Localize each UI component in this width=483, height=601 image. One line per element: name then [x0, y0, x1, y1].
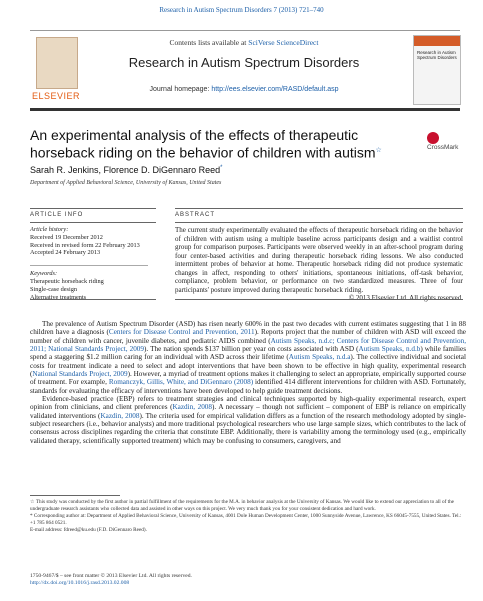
body-paragraph: [30, 395, 466, 445]
crossmark-label: CrossMark: [427, 144, 459, 151]
abstract-bottom-rule: [175, 299, 463, 300]
running-head[interactable]: Research in Autism Spectrum Disorders 7 (2013) 721–740: [159, 6, 324, 14]
body-paragraph: [30, 320, 466, 395]
elsevier-logo: [30, 31, 82, 108]
keyword: Single-case design: [30, 285, 78, 293]
author-names: Sarah R. Jenkins, Florence D. DiGennaro Reed: [30, 165, 221, 175]
citation-link[interactable]: Autism Speaks, n.d.b: [358, 345, 421, 354]
journal-masthead: [30, 30, 460, 111]
footnote-rule: [30, 495, 120, 496]
citation-link[interactable]: Kazdin, 2008: [172, 403, 212, 412]
article-info-rule: [30, 208, 156, 209]
cover-title: Research in Autism Spectrum Disorders: [417, 50, 457, 60]
journal-title: Research in Autism Spectrum Disorders: [128, 55, 360, 70]
journal-homepage: [85, 86, 403, 93]
footnotes: [30, 499, 466, 535]
page-footer: [30, 573, 466, 587]
citation-link[interactable]: National Standards Project, 2009: [32, 370, 128, 379]
abstract-rule: [175, 208, 463, 209]
info-divider: [30, 265, 148, 267]
body-text: ). However, a myriad of treatment options makes it challenging to select an appropriate, empirically supported course of treatment. For example,: [30, 370, 466, 387]
elsevier-tree-icon: [36, 37, 78, 89]
contents-line: [85, 38, 403, 47]
info-bottom-rule: [30, 299, 156, 300]
abstract-heading: ABSTRACT: [175, 212, 216, 218]
body-text: ) while families spend a staggering $1.2 million caring for an individual with ASD across their lifetime (: [30, 345, 466, 362]
crossmark-badge[interactable]: [427, 132, 467, 152]
body-text: ). Reports project that the number of children with ASD will exceed the number of children with cancer, juvenile diabetes, and pediatric AIDS combined (: [30, 328, 466, 345]
contents-prefix: Contents lists available at: [169, 38, 247, 47]
footnote-email: E-mail address: fdreed@ku.edu (F.D. DiGennaro Reed).: [30, 527, 147, 534]
citation-link[interactable]: Autism Speaks, n.d.c; Centers for Disease Control and Prevention, 2011; National Standards Project, 2009: [30, 336, 467, 354]
issn-line: 1750-9467/$ – see front matter © 2013 Elsevier Ltd. All rights reserved.: [30, 573, 192, 579]
body-text: identified 414 different interventions for children with ASD. Fortunately, standards for evaluating the efficacy of interventions have been developed to help guide treatment decisions.: [30, 378, 466, 395]
abstract-rule-2: [175, 222, 463, 223]
revised-date: Received in revised form 22 February 2013: [30, 241, 140, 249]
title-footnote-mark[interactable]: ☆: [375, 147, 382, 154]
body-text: ). The nation spends $137 billion per year on costs associated with ASD (: [143, 345, 359, 354]
accepted-date: Accepted 24 February 2013: [30, 249, 101, 257]
elsevier-wordmark: ELSEVIER: [31, 91, 81, 101]
abstract-text: The current study experimentally evaluated the effects of therapeutic horseback riding on the behavior of children with autism using a multiple baseline across participants design and a waitlist control group for comparison purposes. Participants were observed weekly in an after-school program during four center-based activities and during therapeutic horseback riding lessons. We also conducted intermittent probes of behavior at home. Therapeutic horseback riding did not produce systematic changes in affect, responding to others' initiations, spontaneous initiations, off-task behavior, compliance, problem behavior, or performance on two standardized measures. Three of four participants' posture improved during therapeutic horseback riding.: [175, 226, 463, 294]
abstract-copyright: © 2013 Elsevier Ltd. All rights reserved.: [348, 294, 463, 303]
keywords-label: Keywords:: [30, 270, 58, 278]
sciencedirect-link[interactable]: SciVerse ScienceDirect: [248, 38, 319, 47]
journal-cover-thumbnail[interactable]: [413, 35, 461, 105]
body-text: ). A necessary – though not sufficient – component of EBP is reliance on empirically validated interventions (: [30, 403, 466, 420]
body-text: ). The criteria used for empirical validation differs as a function of the research methodology adopted by single-subject researchers (i.e., behavior analysts) and more traditional psychological researchers who use large sample sizes, which contributes to the lack of consensus across disciplines regarding the criteria that constitute EBP. Additionally, there is variability among the terminology used (e.g., empirically validated therapy, scientifically supported treatment) which may be confusing to consumers, caregivers, and: [30, 411, 466, 445]
body-text: ). The collective individual and societal costs for treatment indicate a need to select and adopt interventions that have been shown to be effective in high quality, experimental research (: [30, 353, 466, 379]
affiliation: Department of Applied Behavioral Science, University of Kansas, United States: [30, 180, 222, 186]
received-date: Received 19 December 2012: [30, 233, 103, 241]
body-text: The prevalence of Autism Spectrum Disorder (ASD) has risen nearly 600% in the past two decades with current estimates suggesting that 1 in 88 children have a diagnosis (: [30, 320, 466, 337]
homepage-prefix: Journal homepage:: [149, 86, 210, 93]
footnote-corresponding-author: * Corresponding author at: Department of Applied Behavioral Science, University of Kansas, 4001 Dole Human Development Center, 1000 Sunnyside Avenue, Lawrence, KS 66045-7555, United States. Tel.: +1 785 864 0521.: [30, 513, 462, 526]
author-list: [30, 165, 450, 175]
article-info-heading: ARTICLE INFO: [30, 212, 84, 218]
citation-link[interactable]: Romanczyk, Gillis, White, and DiGennaro (2008): [108, 378, 254, 387]
crossmark-icon: [427, 132, 439, 144]
article-body: [30, 320, 466, 445]
article-info-rule-2: [30, 222, 156, 223]
cover-band: [414, 36, 460, 46]
keyword: Alternative treatments: [30, 293, 87, 301]
article-title: [30, 127, 415, 161]
homepage-link[interactable]: http://ees.elsevier.com/RASD/default.asp: [211, 86, 339, 93]
corresponding-author-mark[interactable]: *: [220, 165, 223, 171]
citation-link[interactable]: Autism Speaks, n.d.a: [288, 353, 351, 362]
doi-link[interactable]: http://dx.doi.org/10.1016/j.rasd.2013.02.008: [30, 580, 130, 587]
history-label: Article history:: [30, 226, 69, 233]
body-text: Evidence-based practice (EBP) refers to treatment strategies and clinical techniques supported by high-quality experimental research, expert opinion from clinicians, and client preferences (: [30, 395, 466, 412]
article-title-text: An experimental analysis of the effects of therapeutic horseback riding on the behavior of children with autism: [30, 127, 376, 161]
article-info: [30, 226, 148, 301]
footnote-acknowledgment: ☆ This study was conducted by the first author in partial fulfillment of the requirements for the M.A. in behavior analysis at the University of Kansas. We would like to extend our appreciation to all of the undergraduate research assistants who collected data and assisted in other ways on this project. We very much thank you for your consistent dedication and hard work.: [30, 499, 454, 512]
citation-link[interactable]: Centers for Disease Control and Prevention, 2011: [108, 328, 255, 337]
keyword: Therapeutic horseback riding: [30, 277, 104, 285]
abstract: [175, 226, 463, 303]
citation-link[interactable]: Kazdin, 2008: [100, 411, 140, 420]
